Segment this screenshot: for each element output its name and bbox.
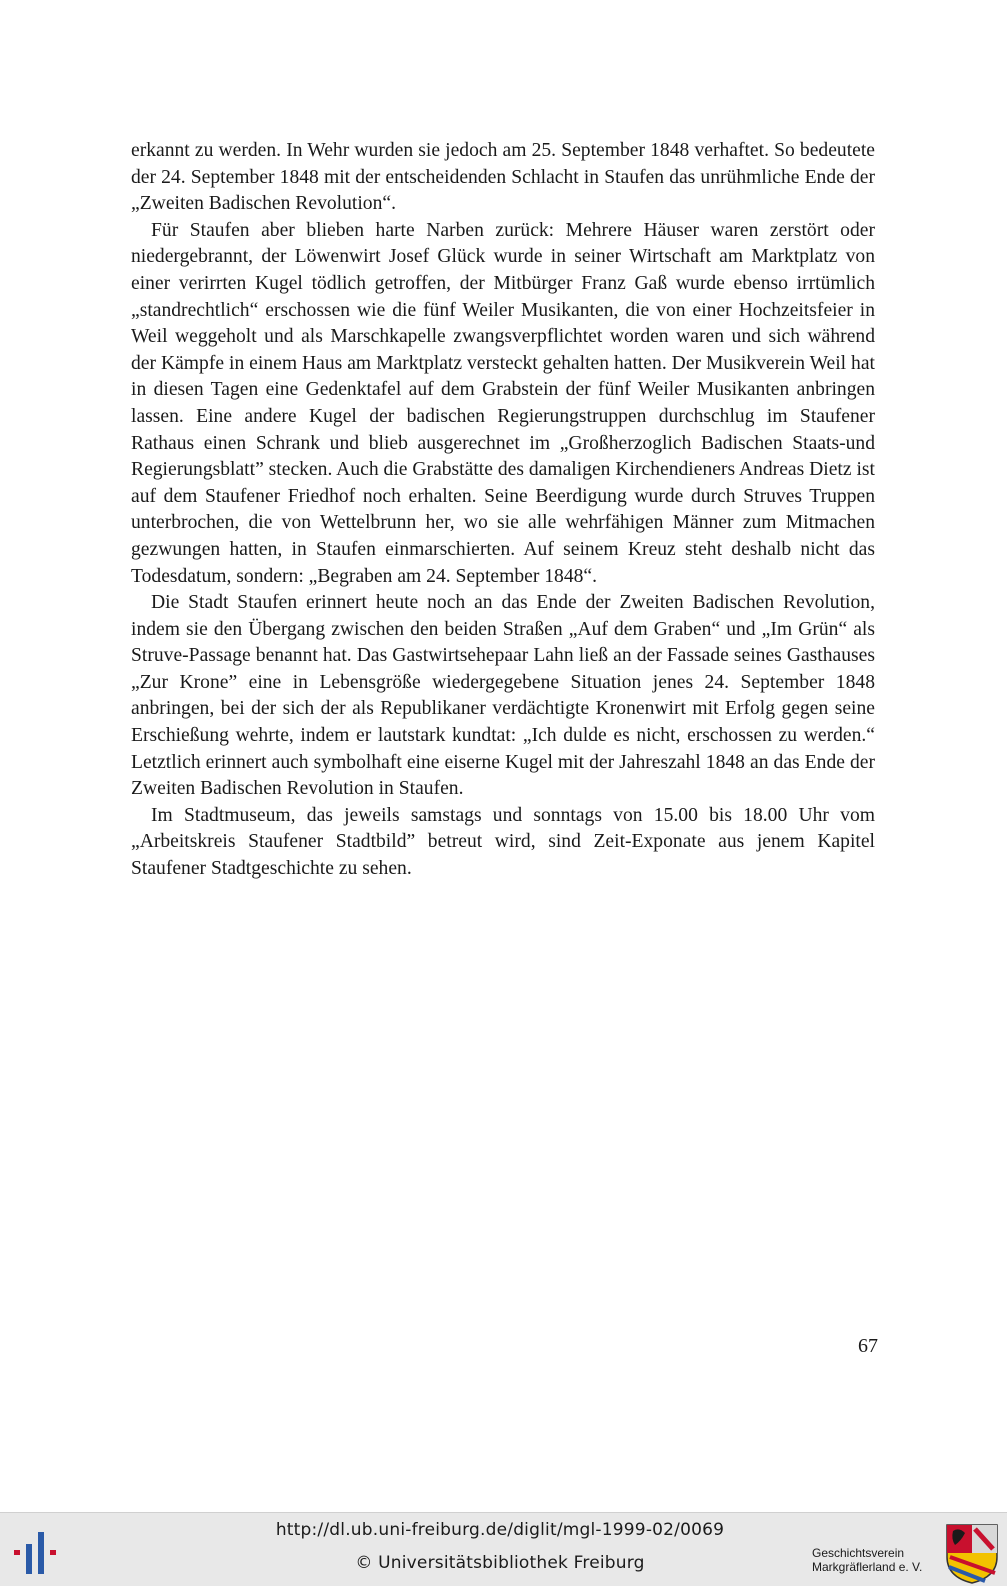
society-name-line2: Markgräflerland e. V. <box>812 1560 923 1574</box>
ub-freiburg-logo-icon <box>12 1528 72 1578</box>
paragraph-3: Die Stadt Staufen erinnert heute noch an das Ende der Zweiten Badischen Revolution, indem sie den Übergang zwischen den beiden Straßen „Auf dem Graben“ und „Im Grün“ als Struve-Passage benannt hat. Das Gastwirtsehepaar Lahn ließ an der Fassade seines Gasthauses „Zur Krone” eine in Lebensgröße wiedergegebene Situation jenes 24. September 1848 anbringen, bei der sich der als Republikaner verdächtigte Kronenwirt mit Erfolg gegen seine Erschießung wehrte, indem er lautstark kundtat: „Ich dulde es nicht, erschossen zu werden.“ Letztlich erinnert auch symbolhaft eine eiserne Kugel mit der Jahreszahl 1848 an das Ende der Zweiten Badischen Revolution in Staufen. <box>131 592 875 800</box>
footer-bar <box>0 1512 1007 1586</box>
coat-of-arms-icon <box>945 1523 999 1585</box>
paragraph-4: Im Stadtmuseum, das jeweils samstags und sonntags von 15.00 bis 18.00 Uhr vom „Arbeitskreis Staufener Stadtbild” betreut wird, sind Zeit-Exponate aus jenem Kapitel Staufener Stadtgeschichte zu sehen. <box>131 804 875 880</box>
page-number: 67 <box>858 1335 878 1357</box>
paragraph-2: Für Staufen aber blieben harte Narben zurück: Mehrere Häuser waren zerstört oder niedergebrannt, der Löwenwirt Josef Glück wurde in seiner Wirtschaft am Marktplatz von einer verirrten Kugel tödlich getroffen, der Mitbürger Franz Gaß wurde ebenso irrtümlich „standrechtlich“ erschossen wie die fünf Weiler Musikanten, die von einer Hochzeitsfeier in Weil weggeholt und als Marschkapelle zwangsverpflichtet worden waren und sich während der Kämpfe in einem Haus am Marktplatz versteckt gehalten hatten. Der Musikverein Weil hat in diesen Tagen eine Gedenktafel auf dem Grabstein der fünf Weiler Musikanten anbringen lassen. Eine andere Kugel der badischen Regierungstruppen durchschlug im Staufener Rathaus einen Schrank und blieb ausgerechnet im „Großherzoglich Badischen Staats-und Regierungsblatt” stecken. Auch die Grabstätte des damaligen Kirchendieners Andreas Dietz ist auf dem Staufener Friedhof noch erhalten. Seine Beerdigung wurde durch Struves Truppen unterbrochen, die von Wettelbrunn her, wo sie alle wehrfähigen Männer zum Mitmachen gezwungen hatten, in Staufen einmarschierten. Auf seinem Kreuz steht deshalb nicht das Todesdatum, sondern: „Begraben am 24. September 1848“. <box>131 219 875 587</box>
paragraph-1: erkannt zu werden. In Wehr wurden sie jedoch am 25. September 1848 verhaftet. So bedeutete der 24. September 1848 mit der entscheidenden Schlacht in Staufen das unrühmliche Ende der „Zweiten Badischen Revolution“. <box>131 140 875 215</box>
footer-copyright: © Universitätsbibliothek Freiburg <box>355 1553 645 1573</box>
society-name-line1: Geschichtsverein <box>812 1546 905 1560</box>
document-body <box>131 138 875 883</box>
society-name <box>812 1546 937 1574</box>
footer-url[interactable]: http://dl.ub.uni-freiburg.de/diglit/mgl-1999-02/0069 <box>275 1520 725 1540</box>
